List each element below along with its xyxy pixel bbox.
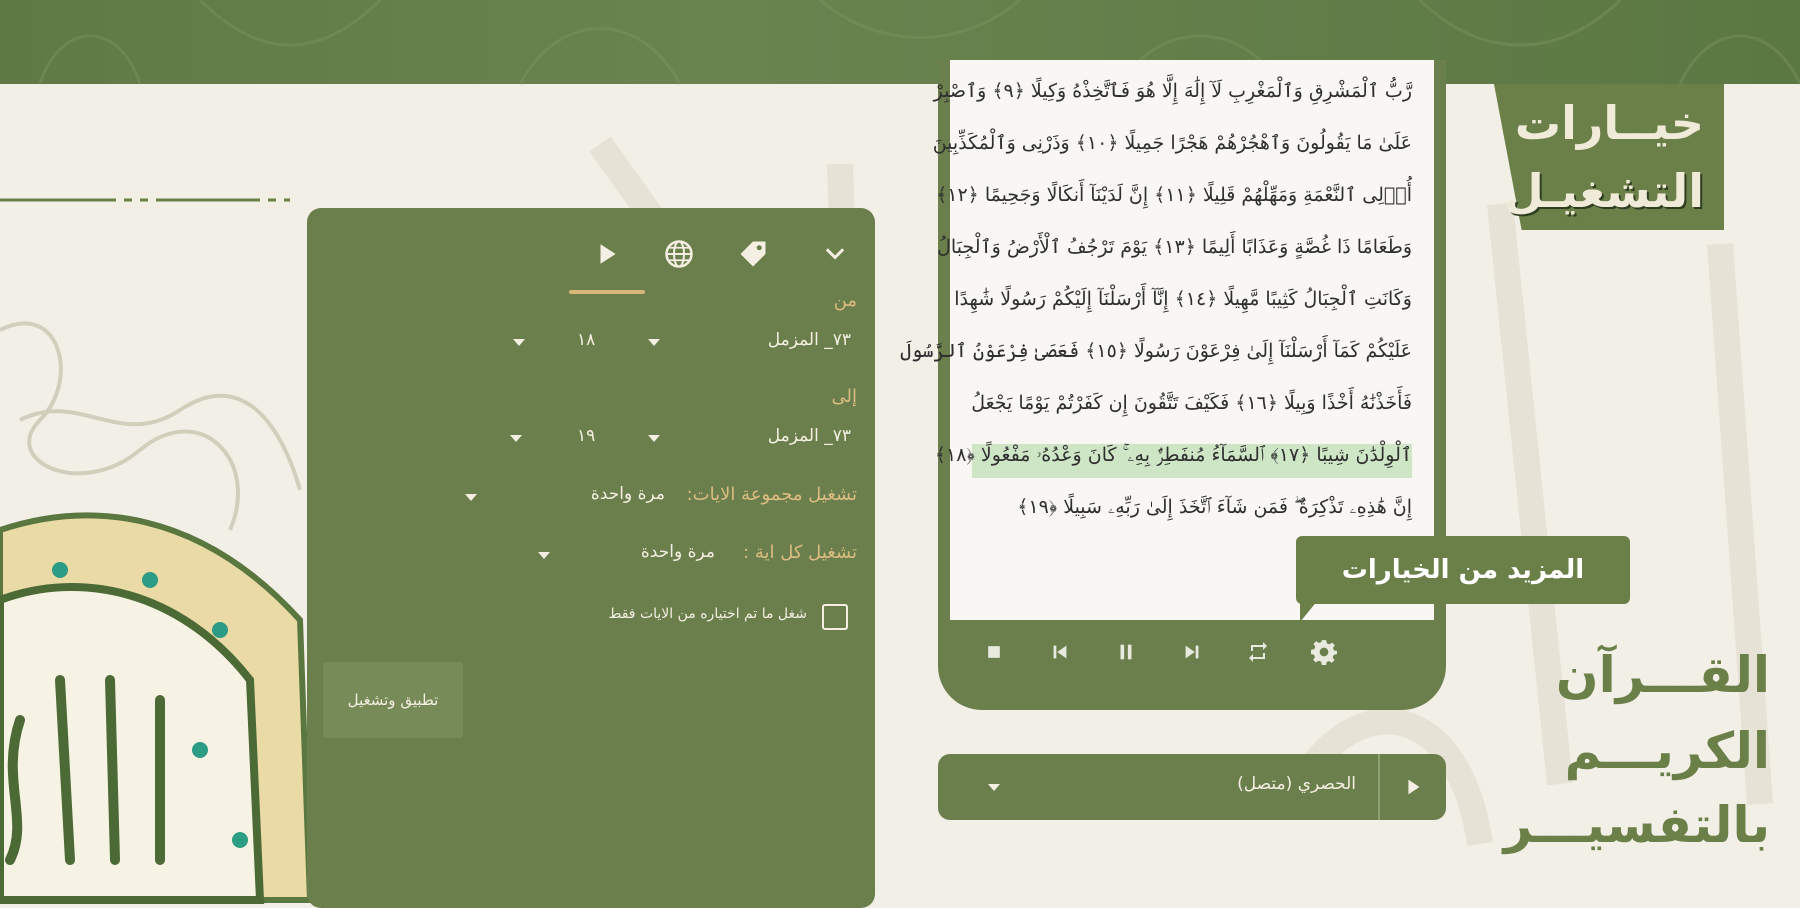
options-title-line1: خيــارات [1514, 96, 1704, 150]
ayah-repeat-value: مرة واحدة [640, 542, 715, 562]
phone-mockup [900, 60, 1446, 710]
verse-line-highlighted[interactable]: ٱلْوِلْدَٰنَ شِيبًا ﴿١٧﴾ ٱلسَّمَآءُ مُنفَطِرٌۢ بِهِۦ ۚ كَانَ وَعْدُهُۥ مَفْعُولًا ﴿١٨﴾ [972, 444, 1412, 478]
repeat-icon [1246, 640, 1270, 664]
from-surah-value: ٧٣_ المزمل [767, 330, 851, 350]
from-label: من [833, 290, 857, 311]
stop-icon [984, 642, 1004, 662]
verse-line[interactable]: إِنَّ هَٰذِهِۦ تَذْكِرَةٌ ۖ فَمَن شَآءَ ٱتَّخَذَ إِلَىٰ رَبِّهِۦ سَبِيلًا ﴿١٩﴾ [1017, 496, 1412, 518]
audio-controls [958, 622, 1428, 682]
to-ayah-value: ١٩ [577, 426, 596, 446]
panel-tabs [555, 222, 875, 286]
tooltip-tail [1300, 600, 1318, 622]
verse-line[interactable]: رَّبُّ ٱلْمَشْرِقِ وَٱلْمَغْرِبِ لَآ إِلَٰهَ إِلَّا هُوَ فَٱتَّخِذْهُ وَكِيلًا ﴿٩﴾ وَٱصْبِرْ [933, 80, 1412, 102]
skip-next-icon [1181, 641, 1203, 663]
pause-icon [1115, 641, 1137, 663]
from-surah-select[interactable] [768, 330, 851, 350]
verse-line[interactable]: وَطَعَامًا ذَا غُصَّةٍ وَعَذَابًا أَلِيمًا ﴿١٣﴾ يَوْمَ تَرْجُفُ ٱلْأَرْضُ وَٱلْجِبَالُ [937, 236, 1412, 258]
more-options-tooltip: المزيد من الخيارات [1296, 536, 1630, 604]
from-ayah-select[interactable] [577, 330, 595, 350]
to-surah-dropdown-icon[interactable] [648, 435, 660, 442]
repeat-button[interactable] [1242, 636, 1274, 668]
gear-icon [1311, 639, 1337, 665]
tab-collapse[interactable] [815, 234, 855, 274]
group-repeat-select[interactable] [591, 484, 665, 504]
stop-button[interactable] [978, 636, 1010, 668]
reciter-dropdown-icon[interactable] [988, 784, 1000, 791]
skip-previous-icon [1049, 641, 1071, 663]
play-icon [1402, 776, 1424, 798]
to-surah-value: ٧٣_ المزمل [767, 426, 851, 446]
to-label: إلى [831, 386, 857, 407]
play-icon [594, 241, 620, 267]
apply-and-play-button[interactable]: تطبيق وتشغيل [323, 662, 463, 738]
to-ayah-dropdown-icon[interactable] [510, 435, 522, 442]
active-tab-indicator [569, 290, 645, 294]
from-ayah-dropdown-icon[interactable] [513, 339, 525, 346]
group-repeat-value: مرة واحدة [590, 484, 665, 504]
ornament-medallion [0, 300, 320, 900]
to-surah-select[interactable] [768, 426, 851, 446]
tag-icon [738, 239, 768, 269]
group-repeat-label: تشغيل مجموعة الايات: [686, 484, 857, 505]
chevron-down-icon [821, 240, 849, 268]
selected-only-checkbox[interactable] [822, 604, 848, 630]
verse-line[interactable]: عَلَىٰ مَا يَقُولُونَ وَٱهْجُرْهُمْ هَجْرًا جَمِيلًا ﴿١٠﴾ وَذَرْنِى وَٱلْمُكَذِّبِينَ [932, 132, 1412, 154]
from-ayah-value: ١٨ [577, 330, 596, 350]
verse-line[interactable]: وَكَانَتِ ٱلْجِبَالُ كَثِيبًا مَّهِيلًا ﴿١٤﴾ إِنَّآ أَرْسَلْنَآ إِلَيْكُمْ رَسُولًا شَٰهِدًا [954, 288, 1412, 310]
selected-only-label: شغل ما تم اختياره من الايات فقط [608, 606, 807, 622]
options-title-line2: التشغيـل [1503, 164, 1704, 218]
tab-language[interactable] [659, 234, 699, 274]
reciter-name: الحصري (متصل) [1237, 774, 1356, 794]
main-title-line3: بالتفسيـــر [1503, 796, 1770, 854]
group-repeat-dropdown-icon[interactable] [465, 494, 477, 501]
previous-button[interactable] [1044, 636, 1076, 668]
main-title-line2: الكريـــم [1564, 722, 1770, 780]
verse-line[interactable]: أُو۟لِى ٱلنَّعْمَةِ وَمَهِّلْهُمْ قَلِيلًا ﴿١١﴾ إِنَّ لَدَيْنَآ أَنكَالًا وَجَحِيمًا ﴿١٢﴾ [936, 184, 1412, 206]
tab-play[interactable] [587, 234, 627, 274]
main-title-line1: القـــرآن [1555, 646, 1770, 704]
verse-line[interactable]: عَلَيْكُمْ كَمَآ أَرْسَلْنَآ إِلَىٰ فِرْعَوْنَ رَسُولًا ﴿١٥﴾ فَعَصَىٰ فِرْعَوْنُ ٱلرَّسُولَ [900, 340, 1412, 362]
tab-tag[interactable] [733, 234, 773, 274]
top-banner [0, 0, 1800, 84]
ayah-repeat-select[interactable] [641, 542, 715, 562]
playback-settings-panel [307, 208, 875, 908]
settings-button[interactable] [1308, 636, 1340, 668]
dashed-separator [0, 198, 290, 202]
from-surah-dropdown-icon[interactable] [648, 339, 660, 346]
verse-line[interactable]: فَأَخَذْنَٰهُ أَخْذًا وَبِيلًا ﴿١٦﴾ فَكَيْفَ تَتَّقُونَ إِن كَفَرْتُمْ يَوْمًا يَجْعَلُ [971, 392, 1412, 414]
reciter-selector[interactable] [938, 754, 1446, 820]
globe-icon [664, 239, 694, 269]
banner-pattern [0, 0, 1800, 84]
to-ayah-select[interactable] [577, 426, 595, 446]
next-button[interactable] [1176, 636, 1208, 668]
ayah-repeat-label: تشغيل كل اية : [743, 542, 857, 563]
reciter-play-button[interactable] [1378, 754, 1446, 820]
pause-button[interactable] [1110, 636, 1142, 668]
ayah-repeat-dropdown-icon[interactable] [538, 552, 550, 559]
